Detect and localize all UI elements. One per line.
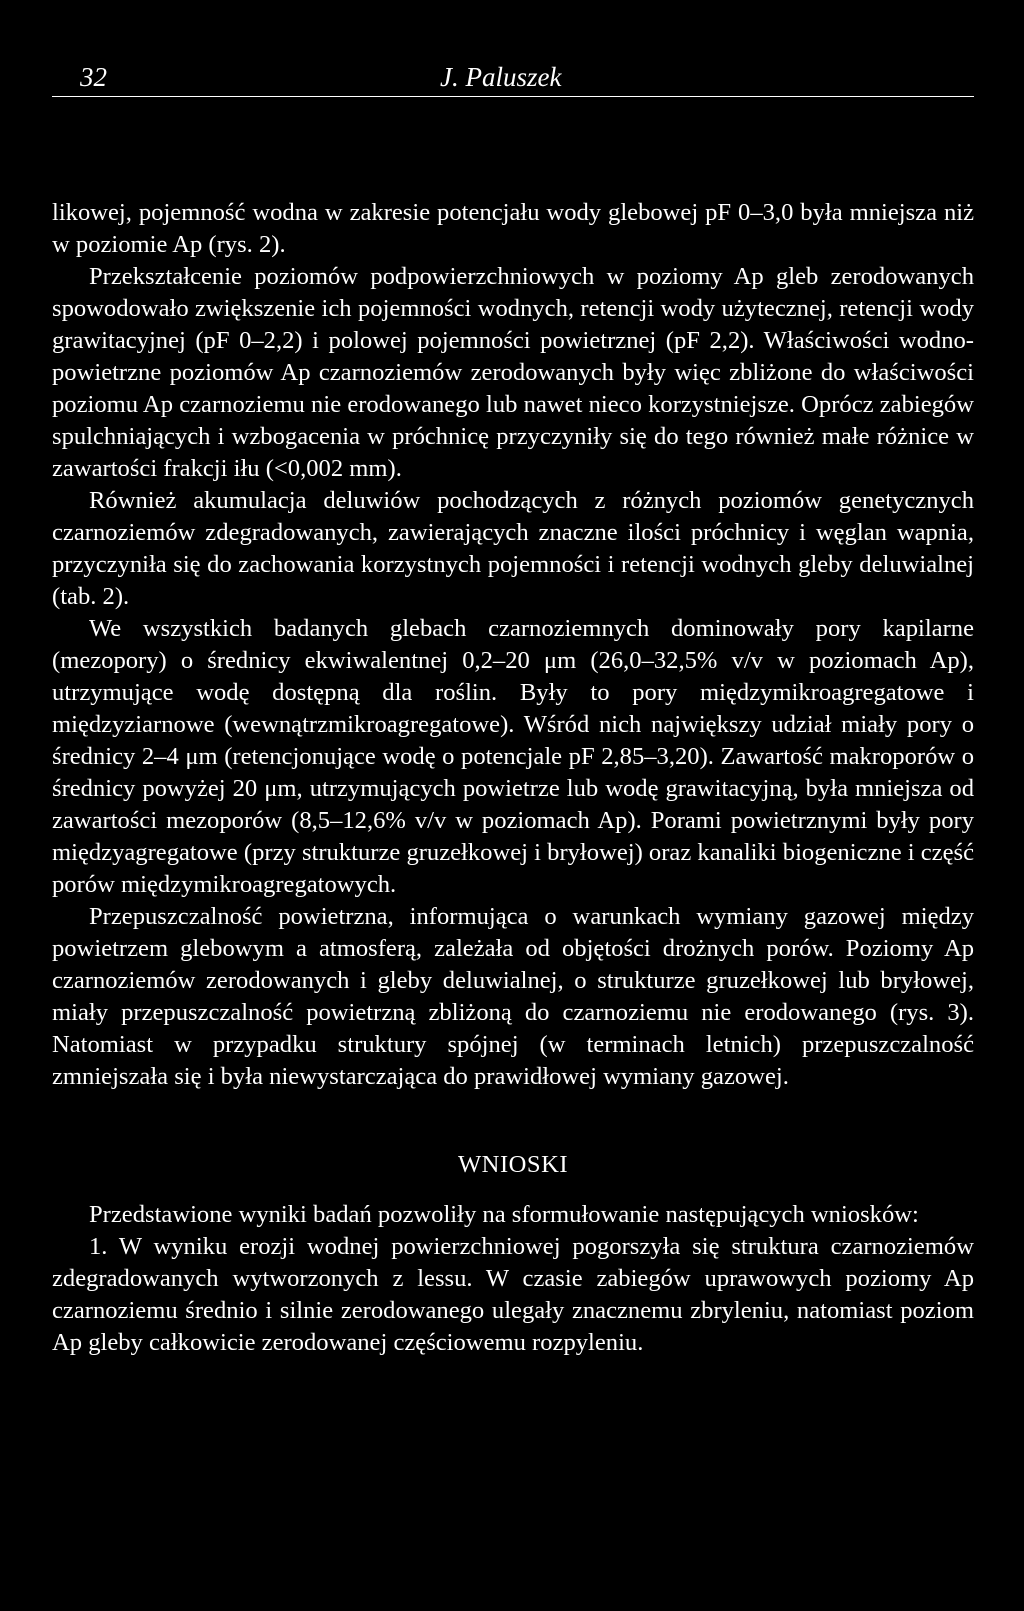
paragraph: Również akumulacja deluwiów pochodzących z różnych poziomów genetycznych czarnoziemów zdegradowanych, zawierających znaczne ilości próchnicy i węglan wapnia, przyczyniła się do zachowania korzystnych pojemności i retencji wodnych gleby deluwialnej (tab. 2). [52, 487, 974, 610]
running-head [52, 62, 974, 97]
paragraph-continuation: likowej, pojemność wodna w zakresie potencjału wody glebowej pF 0–3,0 była mniejsza niż w poziomie Ap (rys. 2). [52, 199, 974, 258]
running-head-author: J. Paluszek [440, 62, 562, 92]
body-text [52, 197, 974, 1359]
conclusion-item: 1. W wyniku erozji wodnej powierzchniowej pogorszyła się struktura czarnoziemów zdegradowanych wytworzonych z lessu. W czasie zabiegów uprawowych poziomy Ap czarnoziemu średnio i silnie zerodowanego ulegały znacznemu zbryleniu, natomiast poziom Ap gleby całkowicie zerodowanej częściowemu rozpyleniu. [52, 1233, 974, 1356]
paragraph: Przekształcenie poziomów podpowierzchniowych w poziomy Ap gleb zerodowanych spowodowało zwiększenie ich pojemności wodnych, retencji wody użytecznej, retencji wody grawitacyjnej (pF 0–2,2) i polowej pojemności powietrznej (pF 2,2). Właściwości wodno-powietrzne poziomów Ap czarnoziemów zerodowanych były więc zbliżone do właściwości poziomu Ap czarnoziemu nie erodowanego lub nawet nieco korzystniejsze. Oprócz zabiegów spulchniających i wzbogacenia w próchnicę przyczyniły się do tego również małe różnice w zawartości frakcji iłu (<0,002 mm). [52, 263, 974, 482]
paragraph: We wszystkich badanych glebach czarnoziemnych dominowały pory kapilarne (mezopory) o średnicy ekwiwalentnej 0,2–20 μm (26,0–32,5% v/v w poziomach Ap), utrzymujące wodę dostępną dla roślin. Były to pory międzymikroagregatowe i międzyziarnowe (wewnątrzmikroagregatowe). Wśród nich największy udział miały pory o średnicy 2–4 μm (retencjonujące wodę o potencjale pF 2,85–3,20). Zawartość makroporów o średnicy powyżej 20 μm, utrzymujących powietrze lub wodę grawitacyjną, była mniejsza od zawartości mezoporów (8,5–12,6% v/v w poziomach Ap). Porami powietrznymi były pory międzyagregatowe (przy strukturze gruzełkowej i bryłowej) oraz kanaliki biogeniczne i część porów międzymikroagregatowych. [52, 615, 974, 898]
page-number: 32 [80, 62, 107, 92]
page [52, 62, 974, 1359]
conclusions-intro: Przedstawione wyniki badań pozwoliły na sformułowanie następujących wniosków: [89, 1201, 919, 1228]
paragraph: Przepuszczalność powietrzna, informująca o warunkach wymiany gazowej między powietrzem glebowym a atmosferą, zależała od objętości drożnych porów. Poziomy Ap czarnoziemów zerodowanych i gleby deluwialnej, o strukturze gruzełkowej lub bryłowej, miały przepuszczalność powietrzną zbliżoną do czarnoziemu nie erodowanego (rys. 3). Natomiast w przypadku struktury spójnej (w terminach letnich) przepuszczalność zmniejszała się i była niewystarczająca do prawidłowej wymiany gazowej. [52, 903, 974, 1090]
section-heading-conclusions: WNIOSKI [457, 1151, 569, 1178]
